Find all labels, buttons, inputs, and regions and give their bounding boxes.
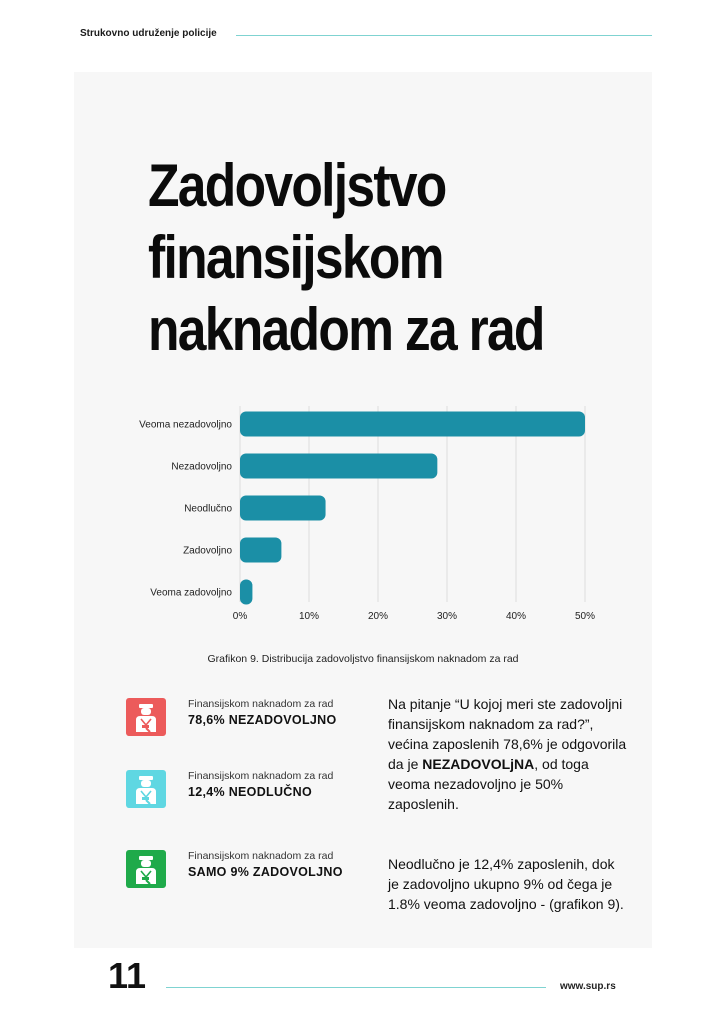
paragraph-1-bold: NEZADOVOLjNA (422, 756, 535, 772)
paragraph-2: Neodlučno je 12,4% zaposlenih, dok je zadovoljno ukupno 9% od čega je 1.8% veoma zadovoljno - (grafikon 9). (388, 856, 624, 912)
website-link[interactable]: www.sup.rs (560, 981, 616, 992)
bar (240, 496, 326, 521)
bar (240, 538, 281, 563)
police-officer-icon (126, 850, 166, 888)
category-label: Veoma zadovoljno (150, 587, 232, 599)
x-tick-label: 50% (574, 611, 596, 622)
paragraph-1-text-end: , od toga veoma nezadovoljno je 50% zaposlenih. (388, 756, 589, 812)
paragraph-1 (388, 694, 628, 814)
org-name: Strukovno udruženje policije (80, 28, 217, 39)
police-officer-icon (126, 770, 166, 808)
stat-label: Finansijskom naknadom za rad (188, 770, 334, 782)
bar (240, 454, 437, 479)
chart-caption: Grafikon 9. Distribucija zadovoljstvo finansijskom naknadom za rad (207, 653, 519, 665)
category-label: Nezadovoljno (171, 461, 232, 473)
bar (240, 580, 252, 605)
stat-label: Finansijskom naknadom za rad (188, 850, 334, 862)
header-divider (236, 35, 652, 36)
title-line-1: Zadovoljstvo (148, 152, 446, 219)
footer-divider (166, 987, 546, 988)
police-officer-icon (126, 698, 166, 736)
x-tick-label: 10% (298, 611, 320, 622)
page-number: 11 (108, 955, 147, 996)
bar (240, 412, 585, 437)
page-title (148, 150, 561, 366)
x-tick-label: 0% (232, 611, 248, 622)
category-label: Zadovoljno (183, 545, 232, 557)
x-tick-label: 20% (367, 611, 389, 622)
paragraph-1-text: Na pitanje “U kojoj meri ste zadovoljni finansijskom naknadom za rad?”, većina zaposlenih 78,6% je odgovorila da je (388, 696, 627, 772)
stat-value: SAMO 9% ZADOVOLJNO (188, 865, 343, 879)
stat-label: Finansijskom naknadom za rad (188, 698, 334, 710)
title-line-2: finansijskom (148, 224, 443, 291)
title-line-3: naknadom za rad (148, 296, 544, 363)
bar-chart (110, 400, 610, 630)
category-label: Neodlučno (184, 503, 232, 515)
x-tick-label: 30% (436, 611, 458, 622)
x-tick-label: 40% (505, 611, 527, 622)
category-label: Veoma nezadovoljno (139, 419, 232, 431)
stat-value: 78,6% NEZADOVOLJNO (188, 713, 337, 727)
stat-value: 12,4% NEODLUČNO (188, 785, 312, 799)
